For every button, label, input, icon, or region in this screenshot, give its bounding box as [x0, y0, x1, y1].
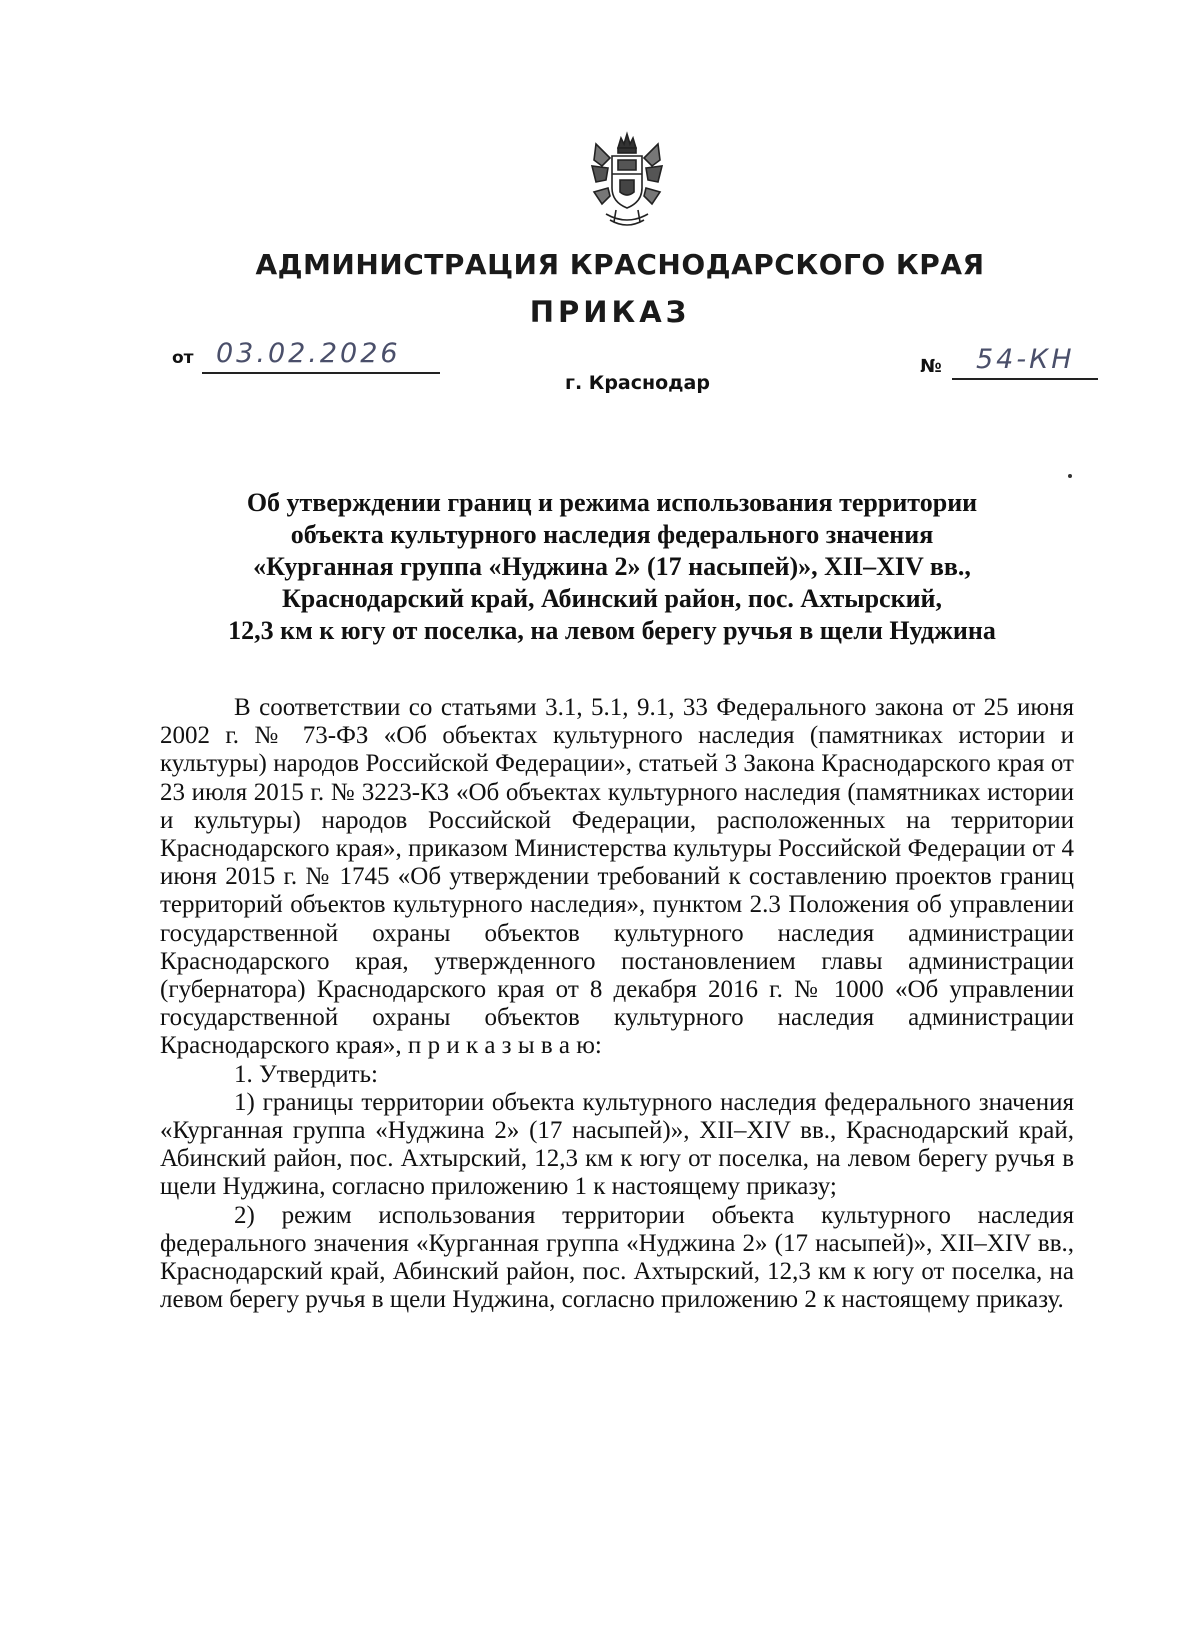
point-1-2: 2) режим использования территории объекта культурного наследия федерального значения «Курганная группа «Нуджина 2» (17 насыпей)», XII–XIV вв., Краснодарский край, Абинский район, пос. Ахтырский, 12,3 км к югу от поселка, на левом берегу ручья в щели Нуджина, согласно приложению 2 к настоящему приказу.: [160, 1201, 1074, 1314]
title-line: «Курганная группа «Нуджина 2» (17 насыпей)», XII–XIV вв.,: [253, 552, 971, 581]
city-name: г. Краснодар: [565, 372, 710, 394]
number-value: 54-КН: [976, 344, 1075, 375]
point-1-1: 1) границы территории объекта культурного наследия федерального значения «Курганная группа «Нуджина 2» (17 насыпей)», XII–XIV вв., Краснодарский край, Абинский район, пос. Ахтырский, 12,3 км к югу от поселка, на левом берегу ручья в щели Нуджина, согласно приложению 1 к настоящему приказу;: [160, 1088, 1074, 1201]
document-title: [150, 487, 1074, 647]
krasnodar-coat-of-arms-icon: [588, 130, 666, 230]
document-type: ПРИКАЗ: [529, 295, 691, 329]
title-line: объекта культурного наследия федерального значения: [290, 520, 934, 549]
organization-name: АДМИНИСТРАЦИЯ КРАСНОДАРСКОГО КРАЯ: [255, 248, 985, 281]
title-line: 12,3 км к югу от поселка, на левом берегу ручья в щели Нуджина: [228, 616, 996, 645]
scan-dot: [1068, 474, 1072, 478]
title-line: Краснодарский край, Абинский район, пос. Ахтырский,: [281, 584, 943, 613]
point-1: 1. Утвердить:: [234, 1060, 378, 1088]
title-line: Об утверждении границ и режима использования территории: [246, 488, 978, 517]
document-body: [160, 694, 1074, 1314]
number-label: №: [920, 356, 942, 377]
date-label: от: [172, 348, 194, 368]
date-value: 03.02.2026: [216, 338, 401, 369]
preamble-paragraph: В соответствии со статьями 3.1, 5.1, 9.1, 33 Федерального закона от 25 июня 2002 г. № 73-ФЗ «Об объектах культурного наследия (памятниках истории и культуры) народов Российской Федерации», статьей 3 Закона Краснодарского края от 23 июля 2015 г. № 3223-КЗ «Об объектах культурного наследия (памятниках истории и культуры) народов Российской Федерации, расположенных на территории Краснодарского края», приказом Министерства культуры Российской Федерации от 4 июня 2015 г. № 1745 «Об утверждении требований к составлению проектов границ территорий объектов культурного наследия», пунктом 2.3 Положения об управлении государственной охраны объектов культурного наследия администрации Краснодарского края, утвержденного постановлением главы администрации (губернатора) Краснодарского края от 8 декабря 2016 г. № 1000 «Об управлении государственной охраны объектов культурного наследия администрации Краснодарского края», п р и к а з ы в а ю:: [160, 694, 1074, 1060]
